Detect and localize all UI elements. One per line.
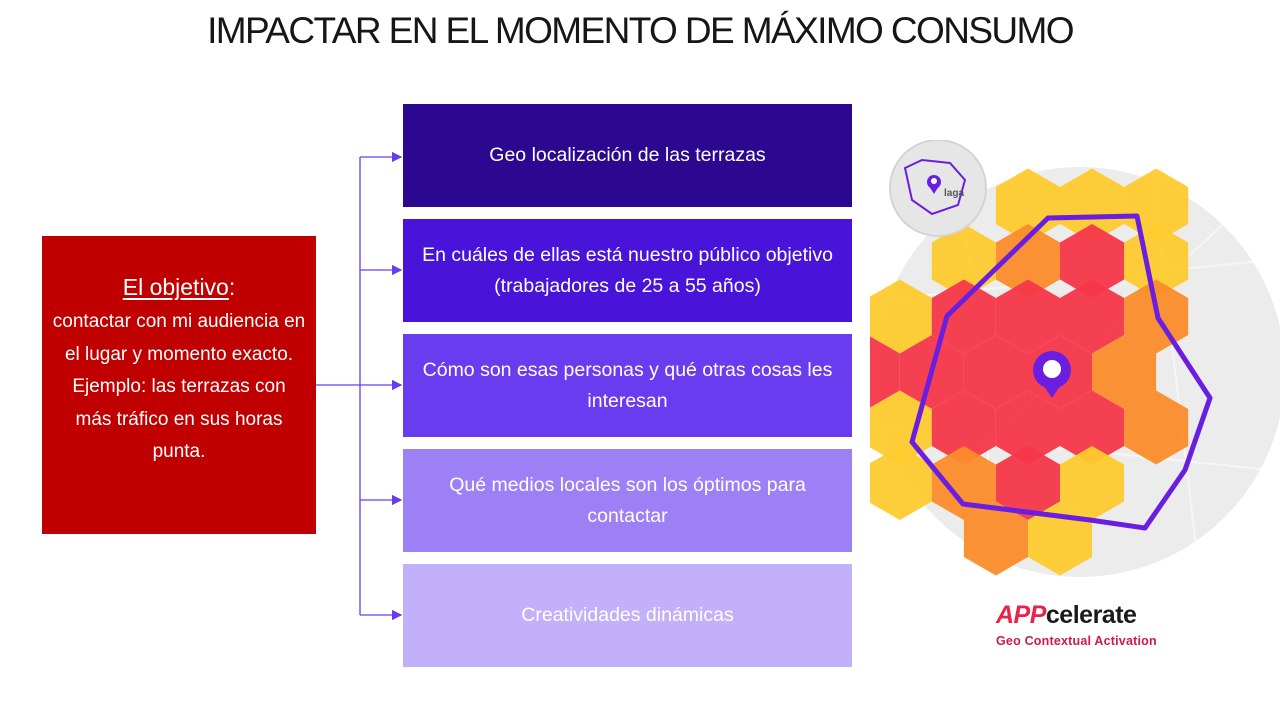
- logo-prefix: APP: [996, 601, 1046, 629]
- step-5-box: [403, 564, 852, 667]
- inset-label: laga: [944, 188, 965, 199]
- step-5-label: Creatividades dinámicas: [521, 604, 734, 626]
- brand-block: [996, 600, 1196, 648]
- step-3-box: [403, 334, 852, 437]
- objective-box: [42, 236, 316, 534]
- appcelerate-logo: [996, 600, 1196, 630]
- objective-heading-colon: :: [228, 274, 236, 300]
- objective-heading: [52, 272, 306, 302]
- step-2-label: En cuáles de ellas está nuestro público objetivo (trabajadores de 25 a 55 años): [422, 243, 833, 297]
- step-1-label: Geo localización de las terrazas: [489, 144, 766, 166]
- slide-title: IMPACTAR EN EL MOMENTO DE MÁXIMO CONSUMO: [207, 10, 1073, 51]
- inset-map: [890, 140, 986, 236]
- step-4-label: Qué medios locales son los óptimos para contactar: [449, 473, 806, 527]
- step-4-box: [403, 449, 852, 552]
- objective-heading-label: El objetivo: [122, 274, 229, 300]
- logo-suffix: celerate: [1045, 601, 1137, 629]
- hexagon-heatmap: [870, 140, 1280, 580]
- step-3-label: Cómo son esas personas y qué otras cosas les interesan: [422, 358, 833, 412]
- objective-body: contactar con mi audiencia en el lugar y momento exacto. Ejemplo: las terrazas con más tráfico en sus horas punta.: [52, 311, 306, 462]
- step-2-box: [403, 219, 852, 322]
- brand-tagline: Geo Contextual Activation: [996, 634, 1157, 648]
- step-1-box: [403, 104, 852, 207]
